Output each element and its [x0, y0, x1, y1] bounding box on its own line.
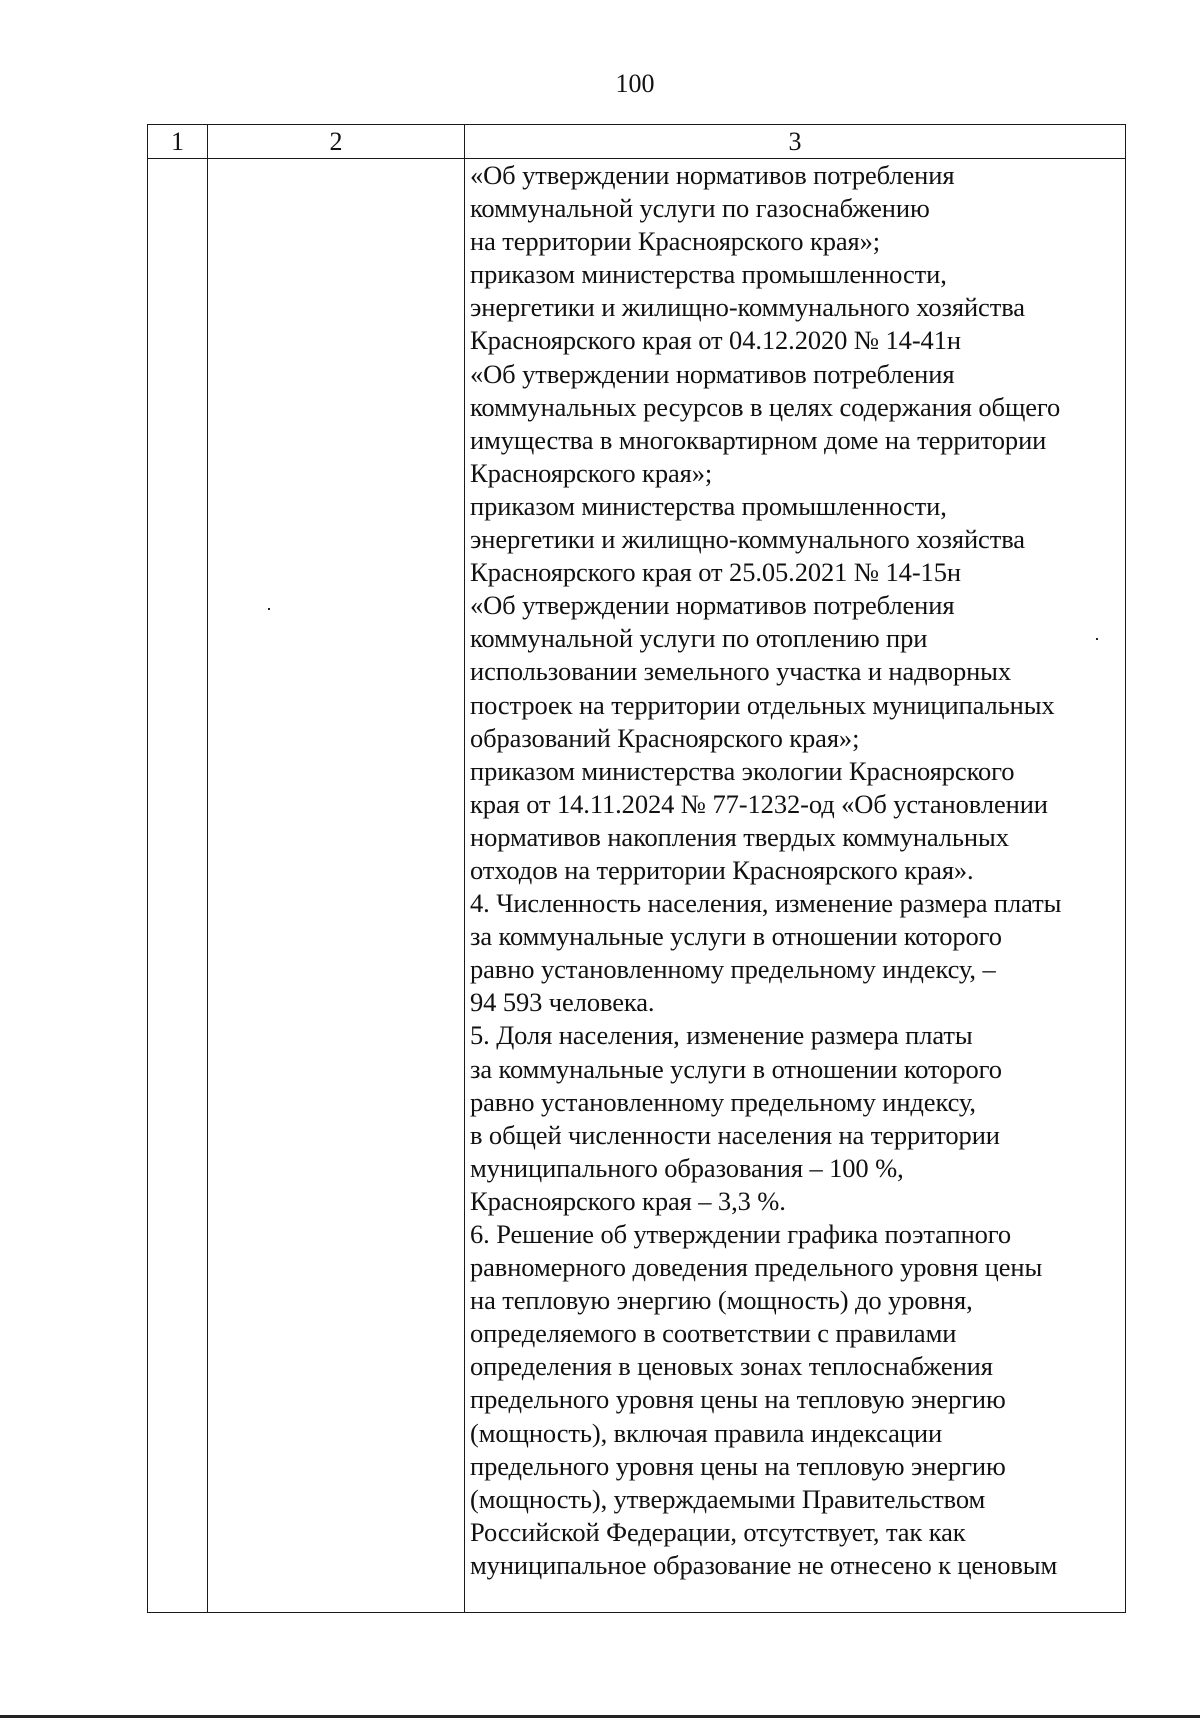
- table-body-row: [148, 159, 1126, 1613]
- content-line: за коммунальные услуги в отношении которого: [470, 1053, 1002, 1084]
- document-table: [147, 124, 1126, 1613]
- content-line: Красноярского края от 04.12.2020 № 14-41н: [470, 325, 961, 356]
- content-line: Красноярского края от 25.05.2021 № 14-15н: [470, 557, 961, 588]
- scan-dot-right: [1096, 638, 1098, 640]
- content-line: коммунальных ресурсов в целях содержания общего: [470, 391, 1061, 422]
- content-line: за коммунальные услуги в отношении которого: [470, 921, 1002, 952]
- content-text-block: [470, 159, 1117, 1582]
- content-line: равномерного доведения предельного уровня цены: [470, 1252, 1043, 1283]
- content-line: 4. Численность населения, изменение размера платы: [470, 888, 1062, 919]
- content-line: приказом министерства экологии Красноярского: [470, 755, 1015, 786]
- content-line: построек на территории отдельных муниципальных: [470, 689, 1055, 720]
- content-line: энергетики и жилищно-коммунального хозяйства: [470, 292, 1025, 323]
- content-line: «Об утверждении нормативов потребления: [470, 160, 955, 190]
- content-line: края от 14.11.2024 № 77-1232-од «Об установлении: [470, 788, 1048, 819]
- content-line: предельного уровня цены на тепловую энергию: [470, 1450, 1006, 1481]
- content-line: использовании земельного участка и надворных: [470, 656, 1012, 687]
- scan-border-bottom: [0, 1715, 1200, 1718]
- content-line: коммунальной услуги по отоплению при: [470, 623, 928, 654]
- content-line: муниципальное образование не отнесено к ценовым: [470, 1549, 1058, 1580]
- table-cell-column-2: [208, 159, 465, 1613]
- content-line: равно установленному предельному индексу, –: [470, 954, 996, 985]
- content-line: определения в ценовых зонах теплоснабжения: [470, 1351, 993, 1382]
- content-line: коммунальной услуги по газоснабжению: [470, 193, 930, 224]
- content-line: 94 593 человека.: [470, 987, 655, 1018]
- table-header-row: [148, 125, 1126, 159]
- scan-dot-left: [268, 608, 270, 610]
- content-line: «Об утверждении нормативов потребления: [470, 590, 955, 621]
- content-line: на тепловую энергию (мощность) до уровня,: [470, 1285, 973, 1316]
- content-line: в общей численности населения на территории: [470, 1119, 1000, 1150]
- content-line: приказом министерства промышленности,: [470, 490, 947, 521]
- content-line: энергетики и жилищно-коммунального хозяйства: [470, 524, 1025, 555]
- column-header-2: 2: [208, 125, 465, 159]
- table-cell-column-1: [148, 159, 208, 1613]
- column-header-3: 3: [465, 125, 1126, 159]
- content-line: Красноярского края – 3,3 %.: [470, 1185, 786, 1216]
- content-line: Российской Федерации, отсутствует, так как: [470, 1516, 966, 1547]
- content-line: «Об утверждении нормативов потребления: [470, 358, 955, 389]
- table-cell-column-3: [465, 159, 1126, 1613]
- content-line: имущества в многоквартирном доме на территории: [470, 424, 1047, 455]
- content-line: образований Красноярского края»;: [470, 722, 860, 753]
- content-line: 6. Решение об утверждении графика поэтапного: [470, 1219, 1012, 1249]
- column-header-1: 1: [148, 125, 208, 159]
- page-number: 100: [615, 69, 655, 98]
- content-line: на территории Красноярского края»;: [470, 226, 881, 257]
- content-line: определяемого в соответствии с правилами: [470, 1318, 957, 1349]
- content-line: предельного уровня цены на тепловую энергию: [470, 1384, 1006, 1415]
- content-line: (мощность), утверждаемыми Правительством: [470, 1483, 986, 1514]
- content-line: равно установленному предельному индексу,: [470, 1086, 976, 1117]
- content-line: 5. Доля населения, изменение размера платы: [470, 1020, 973, 1051]
- content-line: отходов на территории Красноярского края».: [470, 854, 974, 885]
- content-line: приказом министерства промышленности,: [470, 259, 947, 290]
- content-line: (мощность), включая правила индексации: [470, 1417, 943, 1448]
- content-line: муниципального образования – 100 %,: [470, 1152, 904, 1183]
- content-line: нормативов накопления твердых коммунальных: [470, 821, 1009, 852]
- content-line: Красноярского края»;: [470, 457, 713, 488]
